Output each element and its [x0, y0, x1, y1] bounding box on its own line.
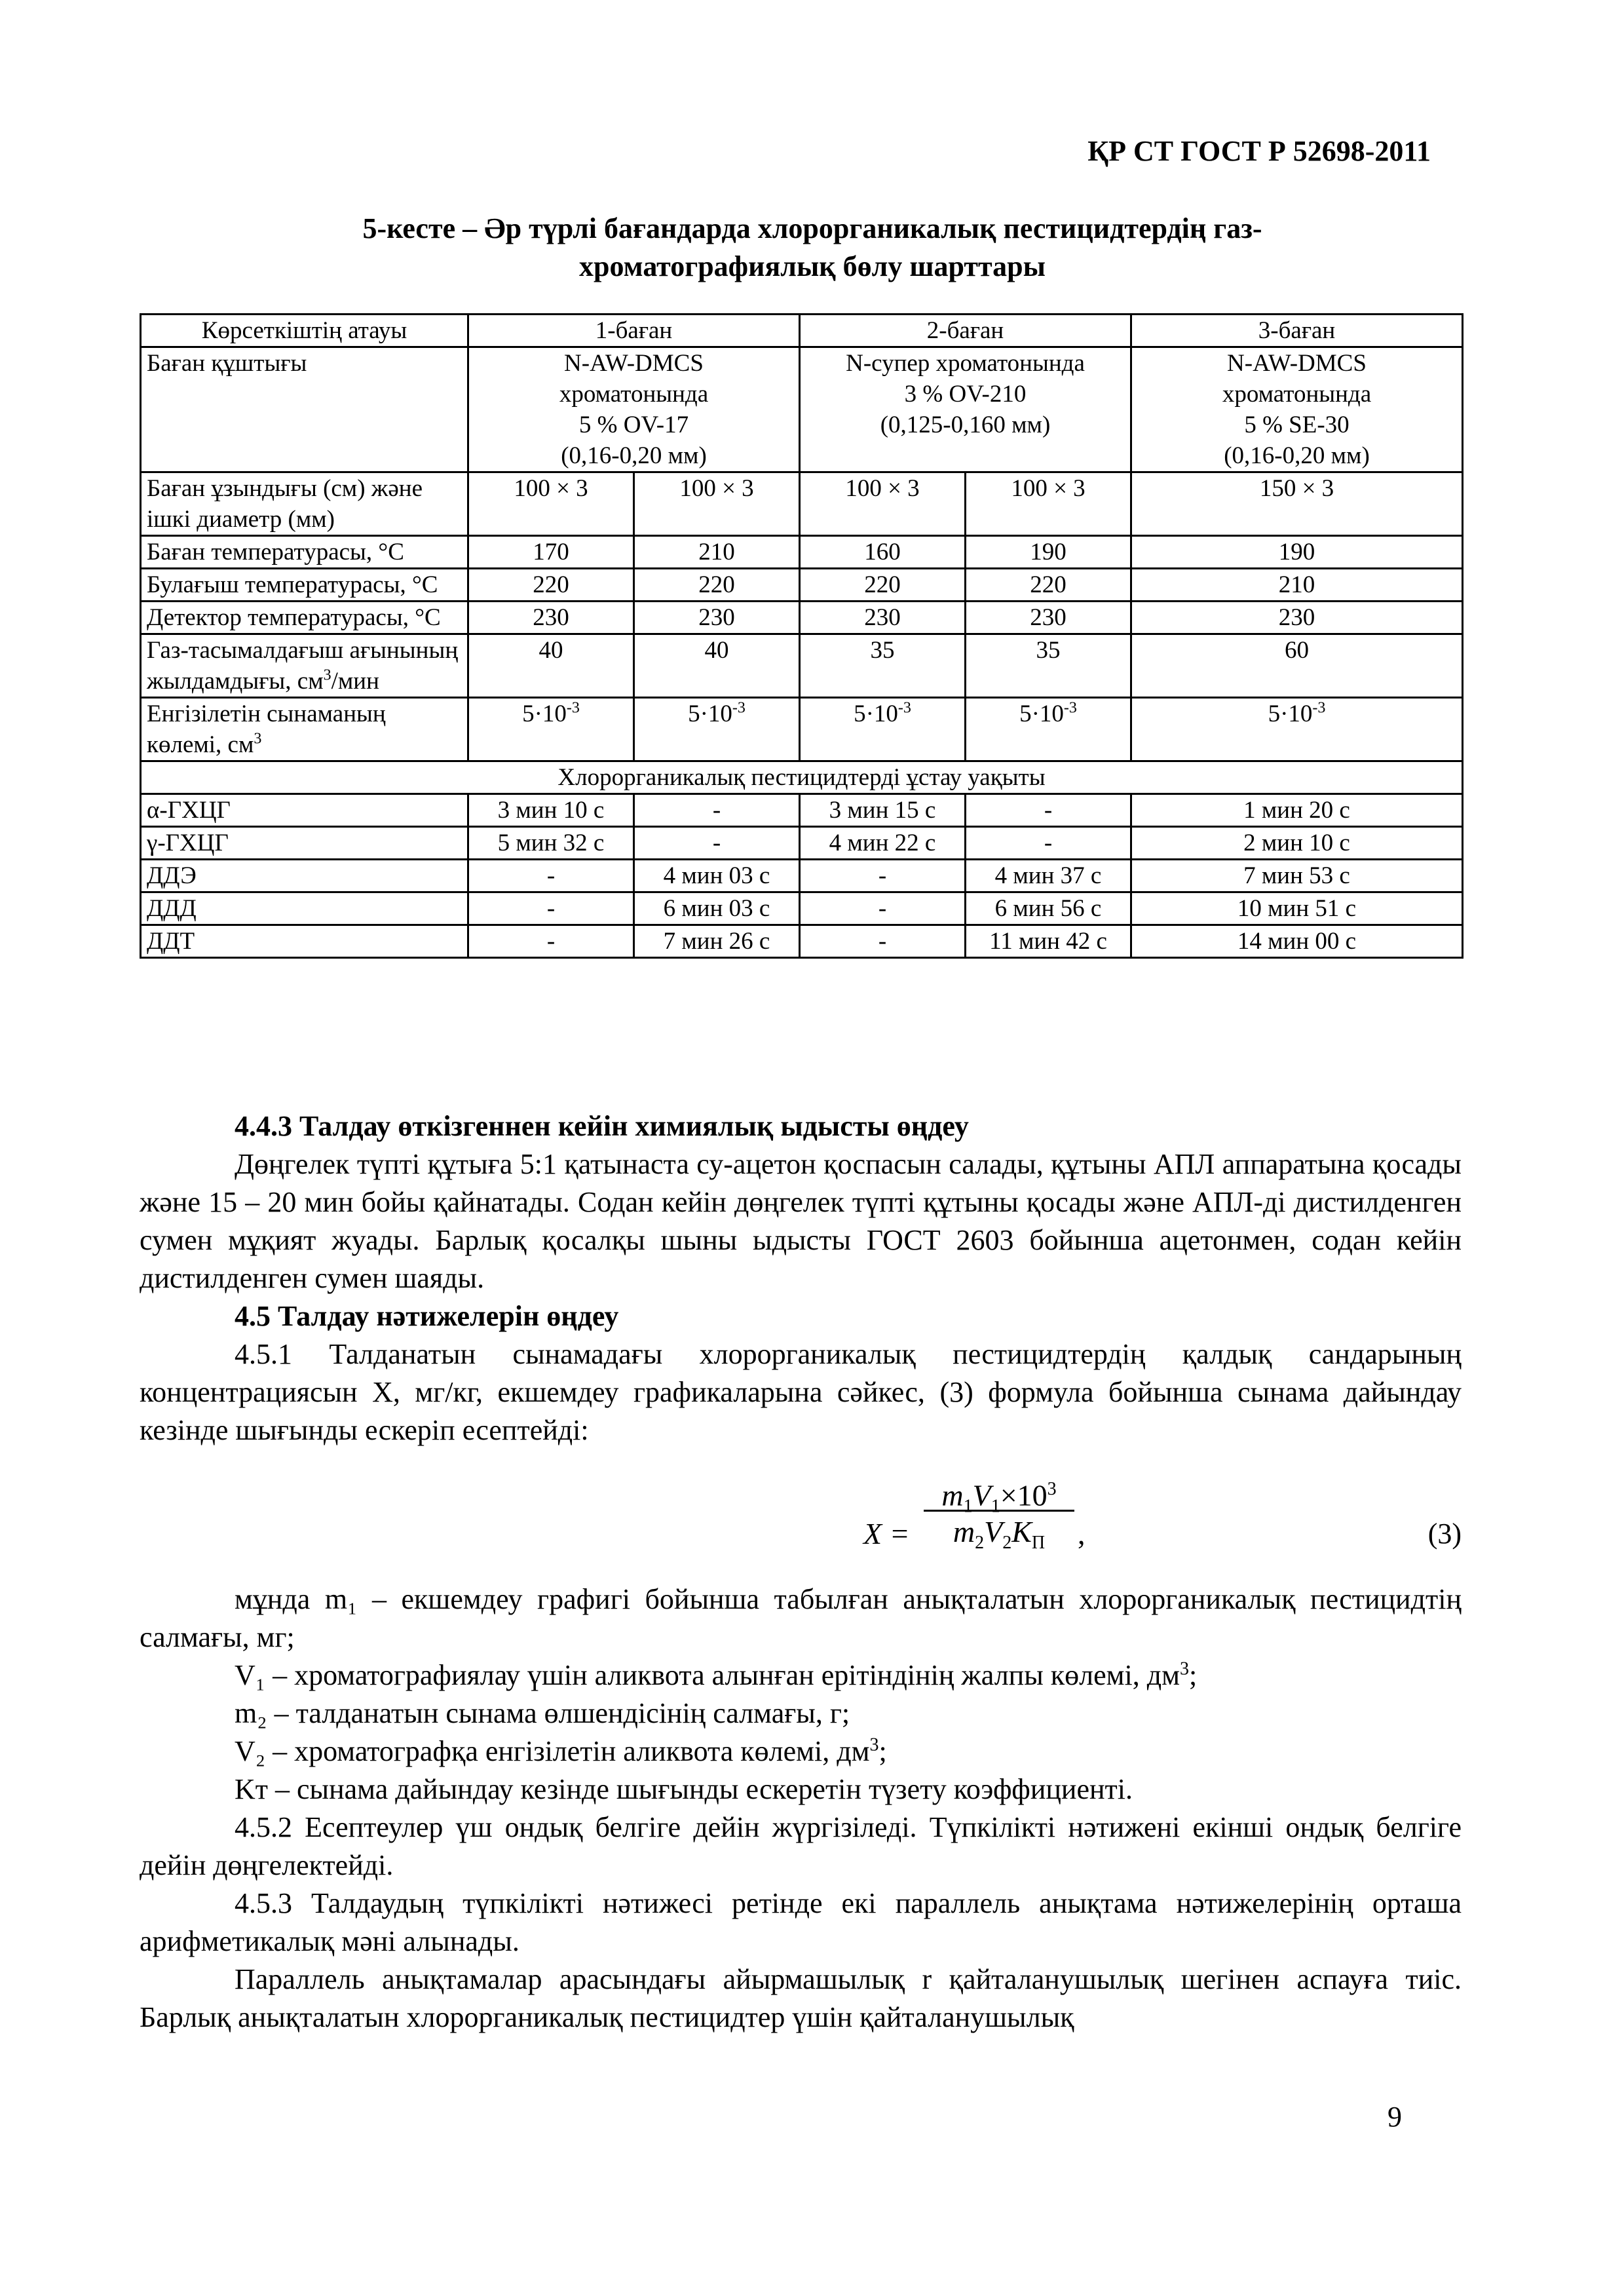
formula-m2: m: [953, 1515, 975, 1548]
table-cell: 7 мин 26 с: [634, 925, 800, 958]
table-cell: 230: [966, 602, 1131, 634]
formula-block: [140, 1449, 1462, 1580]
pesticide-name: α-ГХЦГ: [141, 794, 468, 827]
table-cell: 3 мин 15 с: [800, 794, 966, 827]
where-v2-tail: ;: [878, 1735, 887, 1767]
table-row-column-temp: [141, 536, 1463, 569]
table-cell: 40: [634, 634, 800, 698]
paragraph-4-5-1: 4.5.1 Талданатын сынамадағы хлорорганикалық пестицидтердің қалдық сандарының концентрациясын X, мг/кг, екшемдеу графикаларына сәйкес, (3) формула бойынша сынама дайындау кезінде шығынды ескеріп есептейді:: [140, 1338, 1462, 1446]
filling-col1-line: (0,16-0,20 мм): [561, 442, 707, 469]
table-cell: 14 мин 00 с: [1131, 925, 1463, 958]
paragraph-4-5-2: 4.5.2 Есептеулер үш ондық белгіге дейін жүргізіледі. Түпкілікті нәтижені екінші ондық белгіге дейін дөңгелектейді.: [140, 1811, 1462, 1881]
table-cell: [468, 698, 634, 761]
header-indicator: Көрсеткіштің атауы: [141, 315, 468, 347]
volume-base: 5·10: [1019, 700, 1064, 727]
volume-exponent: -3: [566, 699, 580, 717]
table-cell: 210: [634, 536, 800, 569]
header-column-1: 1-баған: [468, 315, 800, 347]
table-cell: 230: [1131, 602, 1463, 634]
filling-col3-line: 5 % SE-30: [1244, 411, 1350, 438]
table-row-length: [141, 472, 1463, 536]
table-row-sample-volume: [141, 698, 1463, 761]
table-cell: [966, 698, 1131, 761]
row-label-text: Енгізілетін сынаманың көлемі, см: [147, 700, 386, 758]
volume-base: 5·10: [1268, 700, 1313, 727]
table-cell: -: [966, 827, 1131, 860]
row-label: [141, 634, 468, 698]
formula-sub: 2: [975, 1533, 985, 1554]
filling-col3-line: хроматонында: [1222, 381, 1372, 408]
formula-sub: 1: [963, 1496, 973, 1517]
where-m2: m₂ – талданатын сынама өлшендісінің салмағы, г;: [235, 1697, 850, 1729]
where-v2-text: V₂ – хроматографқа енгізілетін аликвота көлемі, дм: [235, 1735, 870, 1767]
filling-col1-line: 5 % OV-17: [578, 411, 689, 438]
table-cell: 2 мин 10 с: [1131, 827, 1463, 860]
formula-sub: 2: [1002, 1533, 1012, 1554]
table-cell: 230: [634, 602, 800, 634]
volume-base: 5·10: [854, 700, 898, 727]
table-row-detector-temp: [141, 602, 1463, 634]
row-label-sup: 3: [254, 730, 262, 748]
table-cell: 4 мин 22 с: [800, 827, 966, 860]
where-m1: мұнда m₁ – екшемдеу графигі бойынша табылған анықталатын хлорорганикалық пестицидтің салмағы, мг;: [140, 1583, 1462, 1653]
paragraph-parallel: Параллель анықтамалар арасындағы айырмашылық r қайталанушылық шегінен аспауға тиіс. Барлық анықталатын хлорорганикалық пестицидтер үшін қайталанушылық: [140, 1963, 1462, 2033]
table-row-retention: [141, 925, 1463, 958]
row-label: Детектор температурасы, °С: [141, 602, 468, 634]
formula-times-ten: ×10: [1000, 1478, 1048, 1512]
pesticide-name: ДДД: [141, 892, 468, 925]
table-row-filling: [141, 347, 1463, 472]
formula-k: K: [1011, 1515, 1032, 1548]
formula-exponent: 3: [1047, 1479, 1057, 1499]
table-caption: [236, 210, 1389, 286]
table-cell: 100 × 3: [966, 472, 1131, 536]
table-row-gas-flow: [141, 634, 1463, 698]
table-cell: 3 мин 10 с: [468, 794, 634, 827]
table-cell: 35: [966, 634, 1131, 698]
page-number: 9: [1388, 2101, 1402, 2133]
filling-col1: [468, 347, 800, 472]
formula-numerator: [924, 1469, 1074, 1517]
table-cell: -: [634, 827, 800, 860]
paragraph-4-4-3: Дөңгелек түпті құтыға 5:1 қатынаста су-ацетон қоспасын салады, құтыны АПЛ аппаратына қосады және 15 – 20 мин бойы қайнатады. Содан кейін дөңгелек түпті құтыны қосады және АПЛ-ді дистилденген сумен мұқият жуады. Барлық қосалқы шыны ыдысты ГОСТ 2603 бойынша ацетонмен, содан кейін дистилденген сумен шаяды.: [140, 1148, 1462, 1294]
filling-col2-line: N-супер хроматонында: [846, 350, 1085, 377]
table-cell: 6 мин 03 с: [634, 892, 800, 925]
table-cell: 220: [468, 569, 634, 602]
filling-col3: [1131, 347, 1463, 472]
formula-fraction: [924, 1469, 1074, 1552]
volume-exponent: -3: [1312, 699, 1326, 717]
formula-sub: 1: [991, 1496, 1000, 1517]
table-caption-line1: 5-кесте – Әр түрлі бағандарда хлорорганикалық пестицидтердің газ-: [362, 212, 1262, 244]
table-row-retention: [141, 892, 1463, 925]
filling-col1-line: N-AW-DMCS: [564, 350, 704, 377]
formula-v2: V: [984, 1515, 1003, 1548]
row-label-sup: 3: [323, 666, 331, 684]
table-row-evaporator-temp: [141, 569, 1463, 602]
formula-sub: П: [1031, 1533, 1046, 1554]
header-column-2: 2-баған: [800, 315, 1131, 347]
table-cell: -: [800, 892, 966, 925]
document-code: ҚР СТ ГОСТ Р 52698-2011: [1087, 135, 1431, 167]
formula-v1: V: [972, 1478, 991, 1512]
filling-col3-line: (0,16-0,20 мм): [1224, 442, 1370, 469]
pesticide-name: ДДЭ: [141, 860, 468, 892]
table-cell: 210: [1131, 569, 1463, 602]
table-cell: 170: [468, 536, 634, 569]
row-label: Баған құштығы: [141, 347, 468, 472]
table-cell: -: [634, 794, 800, 827]
row-label: Баған температурасы, °С: [141, 536, 468, 569]
table-cell: 220: [634, 569, 800, 602]
table-cell: -: [468, 925, 634, 958]
body-text: [140, 1107, 1462, 2037]
where-v1: [140, 1656, 1462, 1694]
table-cell: 1 мин 20 с: [1131, 794, 1463, 827]
table-cell: 60: [1131, 634, 1463, 698]
gc-conditions-table: [140, 313, 1463, 959]
table-cell: 4 мин 03 с: [634, 860, 800, 892]
table-cell: 6 мин 56 с: [966, 892, 1131, 925]
table-cell: [800, 698, 966, 761]
header-column-3: 3-баған: [1131, 315, 1463, 347]
filling-col3-line: N-AW-DMCS: [1227, 350, 1367, 377]
table-cell: 150 × 3: [1131, 472, 1463, 536]
volume-base: 5·10: [688, 700, 732, 727]
row-label: Баған ұзындығы (см) және ішкі диаметр (мм): [141, 472, 468, 536]
table-cell: 5 мин 32 с: [468, 827, 634, 860]
row-label: Булағыш температурасы, °С: [141, 569, 468, 602]
table-cell: 7 мин 53 с: [1131, 860, 1463, 892]
table-row-retention: [141, 827, 1463, 860]
filling-col2-line: 3 % OV-210: [904, 381, 1027, 408]
table-row-retention: [141, 794, 1463, 827]
pesticide-name: ДДТ: [141, 925, 468, 958]
table-cell: -: [800, 860, 966, 892]
filling-col1-line: хроматонында: [559, 381, 709, 408]
table-cell: 100 × 3: [634, 472, 800, 536]
volume-exponent: -3: [732, 699, 746, 717]
table-cell: 10 мин 51 с: [1131, 892, 1463, 925]
table-cell: -: [468, 892, 634, 925]
filling-col2-line: (0,125-0,160 мм): [880, 411, 1051, 438]
row-label-tail: /мин: [331, 668, 379, 695]
where-k: Kт – сынама дайындау кезінде шығынды ескеретін түзету коэффициенті.: [235, 1773, 1133, 1805]
paragraph-4-5-3: 4.5.3 Талдаудың түпкілікті нәтижесі ретінде екі параллель анықтама нәтижелерінің орташа арифметикалық мәні алынады.: [140, 1887, 1462, 1957]
table-cell: 100 × 3: [468, 472, 634, 536]
table-cell: 35: [800, 634, 966, 698]
table-retention-header-row: [141, 761, 1463, 794]
table-cell: 11 мин 42 с: [966, 925, 1131, 958]
volume-base: 5·10: [522, 700, 567, 727]
formula-denominator: [924, 1512, 1074, 1552]
pesticide-name: γ-ГХЦГ: [141, 827, 468, 860]
table-cell: 190: [966, 536, 1131, 569]
volume-exponent: -3: [1063, 699, 1077, 717]
table-cell: -: [468, 860, 634, 892]
table-cell: 40: [468, 634, 634, 698]
formula-m1: m: [941, 1478, 964, 1512]
table-cell: 230: [468, 602, 634, 634]
equation-number: (3): [1427, 1518, 1462, 1550]
table-cell: [1131, 698, 1463, 761]
table-cell: -: [966, 794, 1131, 827]
volume-exponent: -3: [897, 699, 911, 717]
formula-lhs: X =: [863, 1517, 910, 1550]
table-cell: 190: [1131, 536, 1463, 569]
table-cell: 100 × 3: [800, 472, 966, 536]
table-cell: -: [800, 925, 966, 958]
where-v1-sup: 3: [1179, 1658, 1189, 1679]
heading-4-4-3: 4.4.3 Талдау өткізгеннен кейін химиялық ыдысты өңдеу: [235, 1110, 969, 1142]
where-v2-sup: 3: [869, 1734, 879, 1755]
row-label: [141, 698, 468, 761]
table-cell: 220: [800, 569, 966, 602]
table-header-row: [141, 315, 1463, 347]
table-cell: 4 мин 37 с: [966, 860, 1131, 892]
retention-header: Хлорорганикалық пестицидтерді ұстау уақыты: [141, 761, 1463, 794]
where-v2: [140, 1732, 1462, 1770]
table-cell: 230: [800, 602, 966, 634]
formula-comma: ,: [1078, 1517, 1086, 1550]
table-cell: 220: [966, 569, 1131, 602]
table-cell: [634, 698, 800, 761]
where-v1-text: V₁ – хроматографиялау үшін аликвота алынған ерітіндінің жалпы көлемі, дм: [235, 1659, 1180, 1691]
table-cell: 160: [800, 536, 966, 569]
row-label-text: Газ-тасымалдағыш ағынының жылдамдығы, см: [147, 637, 459, 695]
table-row-retention: [141, 860, 1463, 892]
where-v1-tail: ;: [1188, 1659, 1198, 1691]
table-caption-line2: хроматографиялық бөлу шарттары: [579, 250, 1046, 282]
filling-col2: [800, 347, 1131, 472]
heading-4-5: 4.5 Талдау нәтижелерін өңдеу: [235, 1300, 619, 1332]
